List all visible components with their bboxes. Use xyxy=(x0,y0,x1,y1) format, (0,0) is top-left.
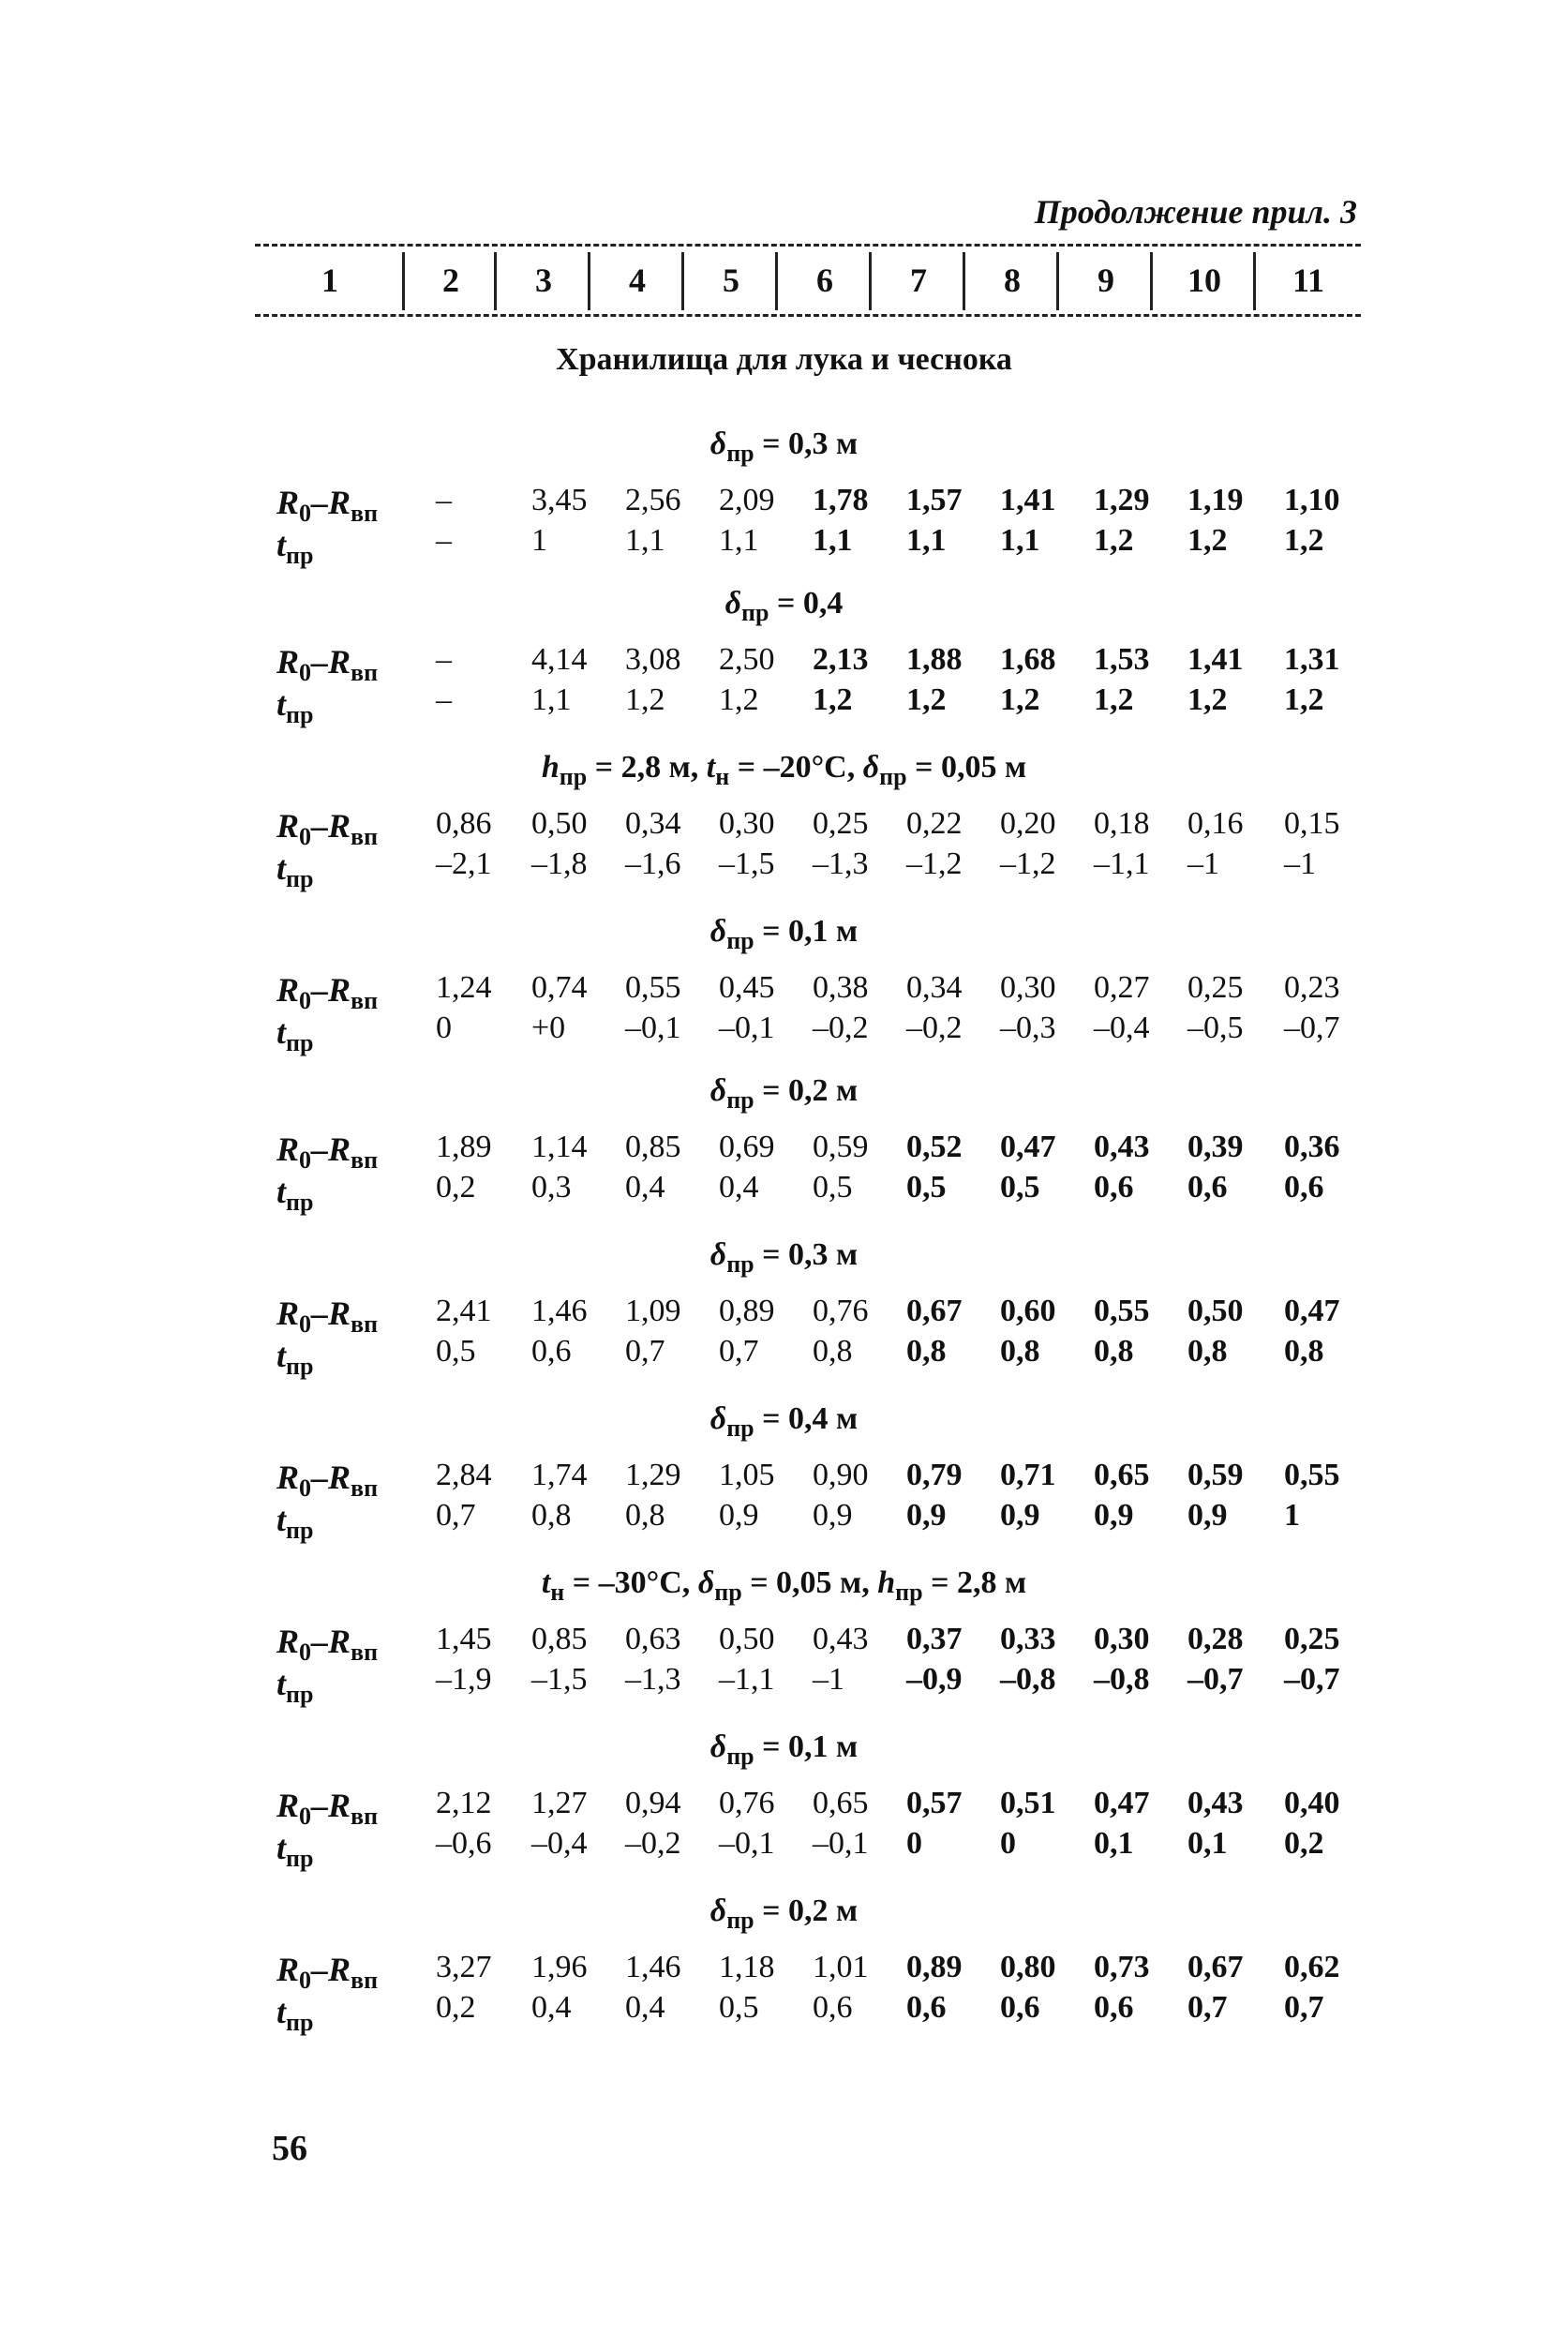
cell-t-pr: 1,2 xyxy=(1187,523,1228,558)
cell-t-pr: 0,7 xyxy=(625,1334,665,1369)
cell-t-pr: 0,7 xyxy=(436,1498,476,1533)
cell-r0-rvp: 0,43 xyxy=(813,1622,869,1656)
cell-r0-rvp: 0,47 xyxy=(1094,1786,1150,1820)
column-separator xyxy=(1253,252,1256,310)
cell-r0-rvp: 1,19 xyxy=(1187,483,1244,517)
cell-r0-rvp: 0,89 xyxy=(719,1294,775,1328)
cell-t-pr: –1,3 xyxy=(625,1662,681,1697)
cell-r0-rvp: 0,51 xyxy=(1000,1786,1056,1820)
cell-t-pr: 1,2 xyxy=(1094,682,1134,717)
cell-r0-rvp: 0,34 xyxy=(906,970,963,1005)
condition-line: $t_н = -30^\circ С$, $\delta_{пр} = 0,05$ м, $h_{пр} = 2,8$ м xyxy=(541,1565,1027,1606)
row-label-t-pr: $t_{пр}$ xyxy=(276,685,314,729)
condition-line: $\delta_{пр} = 0,4$ м xyxy=(709,1401,859,1442)
cell-r0-rvp: – xyxy=(436,483,452,517)
column-separator xyxy=(963,252,965,310)
row-label-t-pr: $t_{пр}$ xyxy=(276,1173,314,1217)
cell-r0-rvp: 0,20 xyxy=(1000,806,1056,841)
cell-t-pr: –0,1 xyxy=(625,1010,681,1045)
cell-t-pr: –1 xyxy=(1187,846,1219,881)
cell-t-pr: –1,2 xyxy=(906,846,963,881)
cell-t-pr: 0,2 xyxy=(1284,1826,1324,1861)
cell-r0-rvp: 2,84 xyxy=(436,1458,492,1492)
cell-r0-rvp: 0,50 xyxy=(719,1622,775,1656)
row-label-r0-rvp: $R_0-R_{вп}$ xyxy=(276,643,379,687)
cell-r0-rvp: 0,30 xyxy=(719,806,775,841)
cell-t-pr: 0,5 xyxy=(436,1334,476,1369)
cell-t-pr: 1,1 xyxy=(906,523,947,558)
cell-r0-rvp: 0,30 xyxy=(1000,970,1056,1005)
cell-r0-rvp: 0,65 xyxy=(1094,1458,1150,1492)
cell-t-pr: –0,8 xyxy=(1094,1662,1150,1697)
cell-r0-rvp: 1,14 xyxy=(531,1130,588,1164)
cell-r0-rvp: 0,59 xyxy=(813,1130,869,1164)
cell-t-pr: 1,2 xyxy=(813,682,853,717)
cell-t-pr: 0,8 xyxy=(531,1498,572,1533)
cell-t-pr: 0,6 xyxy=(1284,1170,1324,1205)
cell-t-pr: 0,7 xyxy=(719,1334,759,1369)
cell-t-pr: 0,9 xyxy=(906,1498,947,1533)
row-label-t-pr: $t_{пр}$ xyxy=(276,1665,314,1709)
column-separator xyxy=(1150,252,1153,310)
row-label-r0-rvp: $R_0-R_{вп}$ xyxy=(276,1295,379,1339)
cell-t-pr: 0,9 xyxy=(1000,1498,1040,1533)
cell-r0-rvp: 0,90 xyxy=(813,1458,869,1492)
row-label-r0-rvp: $R_0-R_{вп}$ xyxy=(276,484,379,528)
cell-r0-rvp: 0,52 xyxy=(906,1130,963,1164)
cell-t-pr: 1,2 xyxy=(1000,682,1040,717)
row-label-t-pr: $t_{пр}$ xyxy=(276,1013,314,1057)
cell-r0-rvp: 0,86 xyxy=(436,806,492,841)
column-header-10: 10 xyxy=(1187,262,1221,299)
cell-t-pr: 1,2 xyxy=(719,682,759,717)
condition-line: $h_{пр} = 2,8$ м, $t_н = -20^\circ С$, $\delta_{пр} = 0,05$ м xyxy=(541,750,1027,790)
cell-t-pr: –0,7 xyxy=(1284,1010,1340,1045)
cell-r0-rvp: 0,94 xyxy=(625,1786,681,1820)
row-label-t-pr: $t_{пр}$ xyxy=(276,1993,314,2037)
cell-t-pr: –0,7 xyxy=(1187,1662,1244,1697)
cell-t-pr: 0,8 xyxy=(906,1334,947,1369)
cell-t-pr: –0,3 xyxy=(1000,1010,1056,1045)
cell-t-pr: –0,1 xyxy=(719,1010,775,1045)
column-header-2: 2 xyxy=(442,262,459,299)
column-header-1: 1 xyxy=(321,262,338,299)
column-header-5: 5 xyxy=(723,262,739,299)
condition-line: $\delta_{пр} = 0,1$ м xyxy=(709,914,859,954)
cell-r0-rvp: 2,56 xyxy=(625,483,681,517)
cell-r0-rvp: 0,40 xyxy=(1284,1786,1340,1820)
cell-r0-rvp: 0,59 xyxy=(1187,1458,1244,1492)
column-header-8: 8 xyxy=(1004,262,1021,299)
cell-t-pr: 1,1 xyxy=(531,682,572,717)
cell-r0-rvp: 0,47 xyxy=(1000,1130,1056,1164)
cell-r0-rvp: 0,27 xyxy=(1094,970,1150,1005)
cell-t-pr: –1,1 xyxy=(719,1662,775,1697)
cell-t-pr: 1,1 xyxy=(719,523,759,558)
cell-t-pr: –1,5 xyxy=(719,846,775,881)
column-separator xyxy=(494,252,497,310)
cell-t-pr: 1 xyxy=(1284,1498,1300,1533)
cell-r0-rvp: 0,50 xyxy=(1187,1294,1244,1328)
cell-r0-rvp: 1,05 xyxy=(719,1458,775,1492)
cell-t-pr: 0,1 xyxy=(1187,1826,1228,1861)
cell-t-pr: 0,6 xyxy=(1000,1990,1040,2025)
cell-t-pr: –1 xyxy=(1284,846,1316,881)
cell-r0-rvp: 1,78 xyxy=(813,483,869,517)
cell-r0-rvp: 0,22 xyxy=(906,806,963,841)
cell-r0-rvp: 1,89 xyxy=(436,1130,492,1164)
cell-t-pr: 1,2 xyxy=(1284,523,1324,558)
cell-t-pr: 0,5 xyxy=(1000,1170,1040,1205)
cell-t-pr: 0 xyxy=(906,1826,922,1861)
cell-t-pr: 0,2 xyxy=(436,1170,476,1205)
cell-t-pr: 0,8 xyxy=(813,1334,853,1369)
cell-t-pr: 0,4 xyxy=(531,1990,572,2025)
cell-r0-rvp: 0,28 xyxy=(1187,1622,1244,1656)
cell-r0-rvp: 0,43 xyxy=(1187,1786,1244,1820)
column-header-6: 6 xyxy=(816,262,833,299)
cell-t-pr: –0,1 xyxy=(813,1826,869,1861)
cell-r0-rvp: 1,46 xyxy=(531,1294,588,1328)
cell-r0-rvp: 1,88 xyxy=(906,642,963,677)
cell-r0-rvp: 0,45 xyxy=(719,970,775,1005)
cell-r0-rvp: 0,47 xyxy=(1284,1294,1340,1328)
cell-t-pr: 0,6 xyxy=(1094,1170,1134,1205)
cell-r0-rvp: 0,18 xyxy=(1094,806,1150,841)
cell-r0-rvp: 0,33 xyxy=(1000,1622,1056,1656)
cell-t-pr: 0,8 xyxy=(1284,1334,1324,1369)
cell-r0-rvp: 0,25 xyxy=(813,806,869,841)
cell-t-pr: 0,8 xyxy=(1094,1334,1134,1369)
column-header-table xyxy=(255,244,1361,317)
cell-t-pr: 0,6 xyxy=(906,1990,947,2025)
cell-t-pr: –1,1 xyxy=(1094,846,1150,881)
cell-r0-rvp: 0,62 xyxy=(1284,1950,1340,1984)
cell-t-pr: –0,7 xyxy=(1284,1662,1340,1697)
cell-t-pr: 0,9 xyxy=(813,1498,853,1533)
condition-line: $\delta_{пр} = 0,3$ м xyxy=(709,427,859,467)
cell-t-pr: –1 xyxy=(813,1662,844,1697)
cell-r0-rvp: 1,09 xyxy=(625,1294,681,1328)
cell-r0-rvp: 0,34 xyxy=(625,806,681,841)
cell-r0-rvp: 0,57 xyxy=(906,1786,963,1820)
cell-r0-rvp: 1,46 xyxy=(625,1950,681,1984)
cell-t-pr: 0,7 xyxy=(1284,1990,1324,2025)
cell-r0-rvp: 0,55 xyxy=(1094,1294,1150,1328)
cell-t-pr: –0,4 xyxy=(531,1826,588,1861)
row-label-t-pr: $t_{пр}$ xyxy=(276,526,314,570)
cell-r0-rvp: 0,36 xyxy=(1284,1130,1340,1164)
cell-r0-rvp: 0,85 xyxy=(625,1130,681,1164)
cell-r0-rvp: 0,38 xyxy=(813,970,869,1005)
cell-r0-rvp: 0,74 xyxy=(531,970,588,1005)
cell-r0-rvp: 2,50 xyxy=(719,642,775,677)
cell-r0-rvp: 0,39 xyxy=(1187,1130,1244,1164)
condition-line: $\delta_{пр} = 0,2$ м xyxy=(709,1073,859,1114)
cell-r0-rvp: 1,53 xyxy=(1094,642,1150,677)
page-header: Продолжение прил. 3 xyxy=(1034,193,1357,231)
cell-r0-rvp: 0,63 xyxy=(625,1622,681,1656)
cell-r0-rvp: 1,45 xyxy=(436,1622,492,1656)
column-header-9: 9 xyxy=(1098,262,1114,299)
cell-t-pr: 0 xyxy=(436,1010,452,1045)
cell-t-pr: 1 xyxy=(531,523,547,558)
cell-r0-rvp: 0,16 xyxy=(1187,806,1244,841)
cell-t-pr: 1,2 xyxy=(1094,523,1134,558)
cell-t-pr: 0,8 xyxy=(1187,1334,1228,1369)
cell-t-pr: – xyxy=(436,682,452,717)
cell-t-pr: –0,2 xyxy=(906,1010,963,1045)
cell-r0-rvp: 1,29 xyxy=(625,1458,681,1492)
cell-t-pr: +0 xyxy=(531,1010,566,1045)
row-label-r0-rvp: $R_0-R_{вп}$ xyxy=(276,1130,379,1175)
column-header-7: 7 xyxy=(910,262,927,299)
cell-t-pr: –0,6 xyxy=(436,1826,492,1861)
cell-r0-rvp: 1,27 xyxy=(531,1786,588,1820)
cell-t-pr: –0,5 xyxy=(1187,1010,1244,1045)
condition-line: $\delta_{пр} = 0,1$ м xyxy=(709,1729,859,1770)
cell-r0-rvp: 0,73 xyxy=(1094,1950,1150,1984)
column-separator xyxy=(869,252,872,310)
cell-r0-rvp: 1,41 xyxy=(1187,642,1244,677)
cell-r0-rvp: 1,96 xyxy=(531,1950,588,1984)
cell-t-pr: 0,4 xyxy=(719,1170,759,1205)
cell-t-pr: 0 xyxy=(1000,1826,1016,1861)
cell-r0-rvp: 0,67 xyxy=(906,1294,963,1328)
column-header-4: 4 xyxy=(629,262,646,299)
cell-r0-rvp: 0,37 xyxy=(906,1622,963,1656)
cell-r0-rvp: 0,85 xyxy=(531,1622,588,1656)
cell-r0-rvp: 0,65 xyxy=(813,1786,869,1820)
cell-r0-rvp: 1,10 xyxy=(1284,483,1340,517)
cell-t-pr: 0,5 xyxy=(719,1990,759,2025)
cell-r0-rvp: 1,68 xyxy=(1000,642,1056,677)
cell-r0-rvp: 0,79 xyxy=(906,1458,963,1492)
cell-t-pr: 0,3 xyxy=(531,1170,572,1205)
cell-t-pr: 1,1 xyxy=(813,523,853,558)
cell-t-pr: 0,1 xyxy=(1094,1826,1134,1861)
row-label-t-pr: $t_{пр}$ xyxy=(276,1829,314,1873)
cell-t-pr: 1,2 xyxy=(906,682,947,717)
cell-t-pr: 0,4 xyxy=(625,1990,665,2025)
cell-t-pr: 1,2 xyxy=(1284,682,1324,717)
cell-t-pr: –0,2 xyxy=(813,1010,869,1045)
cell-r0-rvp: 0,25 xyxy=(1284,1622,1340,1656)
cell-t-pr: –0,1 xyxy=(719,1826,775,1861)
cell-r0-rvp: 0,76 xyxy=(719,1786,775,1820)
cell-r0-rvp: 2,12 xyxy=(436,1786,492,1820)
cell-r0-rvp: 0,60 xyxy=(1000,1294,1056,1328)
row-label-t-pr: $t_{пр}$ xyxy=(276,1501,314,1545)
column-separator xyxy=(588,252,590,310)
cell-t-pr: 0,9 xyxy=(719,1498,759,1533)
cell-r0-rvp: 0,55 xyxy=(1284,1458,1340,1492)
cell-t-pr: –0,2 xyxy=(625,1826,681,1861)
row-label-r0-rvp: $R_0-R_{вп}$ xyxy=(276,1787,379,1831)
cell-t-pr: 0,2 xyxy=(436,1990,476,2025)
cell-r0-rvp: 3,45 xyxy=(531,483,588,517)
cell-t-pr: 0,4 xyxy=(625,1170,665,1205)
cell-r0-rvp: 2,13 xyxy=(813,642,869,677)
row-label-r0-rvp: $R_0-R_{вп}$ xyxy=(276,1459,379,1503)
cell-t-pr: 0,8 xyxy=(1000,1334,1040,1369)
condition-line: $\delta_{пр} = 0,2$ м xyxy=(709,1893,859,1934)
cell-r0-rvp: 1,74 xyxy=(531,1458,588,1492)
cell-r0-rvp: 1,29 xyxy=(1094,483,1150,517)
column-separator xyxy=(402,252,405,310)
row-label-r0-rvp: $R_0-R_{вп}$ xyxy=(276,1623,379,1667)
cell-r0-rvp: 0,23 xyxy=(1284,970,1340,1005)
row-label-r0-rvp: $R_0-R_{вп}$ xyxy=(276,807,379,851)
cell-t-pr: –1,9 xyxy=(436,1662,492,1697)
cell-t-pr: –1,3 xyxy=(813,846,869,881)
cell-t-pr: 0,6 xyxy=(1187,1170,1228,1205)
cell-r0-rvp: 2,09 xyxy=(719,483,775,517)
cell-t-pr: –2,1 xyxy=(436,846,492,881)
column-header-11: 11 xyxy=(1292,262,1324,299)
cell-r0-rvp: 4,14 xyxy=(531,642,588,677)
cell-t-pr: –0,4 xyxy=(1094,1010,1150,1045)
cell-r0-rvp: 0,89 xyxy=(906,1950,963,1984)
row-label-t-pr: $t_{пр}$ xyxy=(276,849,314,893)
cell-t-pr: 1,2 xyxy=(1187,682,1228,717)
cell-r0-rvp: 2,41 xyxy=(436,1294,492,1328)
cell-t-pr: –1,6 xyxy=(625,846,681,881)
cell-t-pr: 0,5 xyxy=(906,1170,947,1205)
cell-t-pr: 0,6 xyxy=(813,1990,853,2025)
column-header-3: 3 xyxy=(535,262,552,299)
cell-t-pr: 1,1 xyxy=(1000,523,1040,558)
cell-t-pr: 0,8 xyxy=(625,1498,665,1533)
cell-t-pr: –1,2 xyxy=(1000,846,1056,881)
cell-r0-rvp: 0,50 xyxy=(531,806,588,841)
cell-r0-rvp: 1,01 xyxy=(813,1950,869,1984)
cell-t-pr: 0,6 xyxy=(1094,1990,1134,2025)
cell-t-pr: 0,9 xyxy=(1187,1498,1228,1533)
column-separator xyxy=(1056,252,1059,310)
table-title: Хранилища для лука и чеснока xyxy=(556,342,1012,377)
cell-r0-rvp: 0,55 xyxy=(625,970,681,1005)
cell-r0-rvp: 1,24 xyxy=(436,970,492,1005)
cell-r0-rvp: – xyxy=(436,642,452,677)
cell-r0-rvp: 3,27 xyxy=(436,1950,492,1984)
row-label-r0-rvp: $R_0-R_{вп}$ xyxy=(276,971,379,1015)
cell-t-pr: –0,8 xyxy=(1000,1662,1056,1697)
row-label-r0-rvp: $R_0-R_{вп}$ xyxy=(276,1951,379,1995)
cell-t-pr: –1,5 xyxy=(531,1662,588,1697)
cell-r0-rvp: 1,31 xyxy=(1284,642,1340,677)
cell-r0-rvp: 1,57 xyxy=(906,483,963,517)
cell-t-pr: 0,7 xyxy=(1187,1990,1228,2025)
cell-t-pr: 1,1 xyxy=(625,523,665,558)
cell-r0-rvp: 0,76 xyxy=(813,1294,869,1328)
cell-r0-rvp: 0,69 xyxy=(719,1130,775,1164)
cell-r0-rvp: 0,71 xyxy=(1000,1458,1056,1492)
condition-line: $\delta_{пр} = 0,3$ м xyxy=(709,1237,859,1278)
cell-t-pr: 0,6 xyxy=(531,1334,572,1369)
cell-t-pr: –0,9 xyxy=(906,1662,963,1697)
cell-t-pr: –1,8 xyxy=(531,846,588,881)
condition-line: $\delta_{пр} = 0,4$ xyxy=(724,586,844,626)
cell-t-pr: 0,9 xyxy=(1094,1498,1134,1533)
cell-r0-rvp: 0,15 xyxy=(1284,806,1340,841)
cell-t-pr: 1,2 xyxy=(625,682,665,717)
cell-r0-rvp: 0,25 xyxy=(1187,970,1244,1005)
cell-r0-rvp: 0,80 xyxy=(1000,1950,1056,1984)
cell-r0-rvp: 0,43 xyxy=(1094,1130,1150,1164)
page-number: 56 xyxy=(272,2129,307,2168)
column-separator xyxy=(775,252,778,310)
cell-r0-rvp: 0,30 xyxy=(1094,1622,1150,1656)
cell-r0-rvp: 1,41 xyxy=(1000,483,1056,517)
cell-r0-rvp: 1,18 xyxy=(719,1950,775,1984)
cell-r0-rvp: 3,08 xyxy=(625,642,681,677)
row-label-t-pr: $t_{пр}$ xyxy=(276,1337,314,1381)
cell-t-pr: – xyxy=(436,523,452,558)
cell-t-pr: 0,5 xyxy=(813,1170,853,1205)
column-separator xyxy=(681,252,684,310)
cell-r0-rvp: 0,67 xyxy=(1187,1950,1244,1984)
